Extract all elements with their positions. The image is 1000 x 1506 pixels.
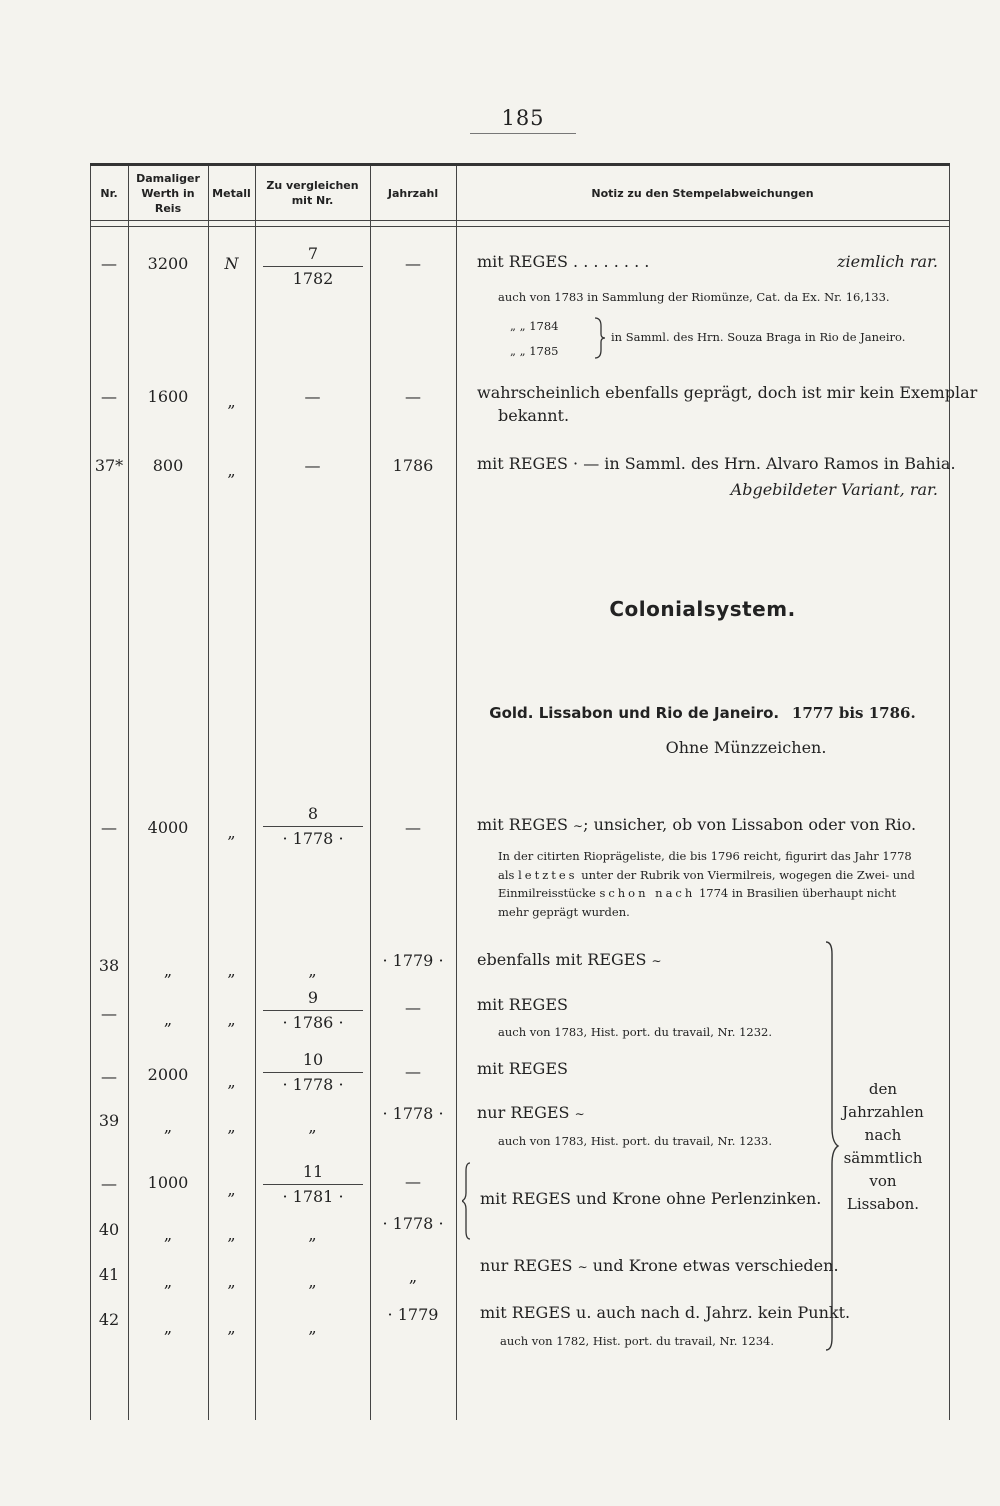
brace-line: den	[868, 1080, 898, 1098]
cell-jahr: —	[405, 1172, 421, 1191]
fraction-bottom: · 1778 ·	[282, 1075, 344, 1094]
cell-vergleich: „	[308, 1117, 317, 1136]
header-rule	[90, 226, 950, 227]
cell-metall: „	[227, 1318, 236, 1337]
brace-line: Jahrzahlen	[842, 1103, 924, 1121]
cell-jahr: · 1779	[387, 1305, 439, 1324]
cell-jahr: 1786	[392, 456, 434, 475]
note-text: mit REGES . . . . . . . .	[477, 252, 650, 271]
section-title: Colonialsystem.	[609, 597, 796, 621]
cell-nr: 38	[98, 956, 120, 975]
note-small: In der citirten Rioprägeliste, die bis 1796 reicht, figurirt das Jahr 1778	[498, 849, 912, 863]
cell-wert: „	[163, 1318, 173, 1337]
cell-nr: —	[101, 1004, 117, 1023]
cell-vergleich-fraction	[263, 987, 363, 1034]
fraction-bottom: · 1786 ·	[282, 1013, 344, 1032]
brace-line: nach	[864, 1126, 902, 1144]
cell-nr: 41	[98, 1265, 120, 1284]
cell-nr: —	[101, 254, 117, 273]
note-text: mit REGES ∼; unsicher, ob von Lissabon oder von Rio.	[477, 815, 917, 834]
curly-brace-large	[822, 940, 842, 1352]
header-nr: Nr.	[100, 186, 118, 200]
cell-vergleich: „	[308, 1318, 317, 1337]
cell-nr: —	[101, 818, 117, 837]
cell-nr: 40	[98, 1220, 120, 1239]
header-rule	[90, 220, 950, 221]
cell-vergleich: —	[304, 387, 321, 406]
cell-vergleich: „	[308, 1225, 317, 1244]
cell-jahr: „	[408, 1267, 418, 1286]
tilde-mark: ∼	[651, 954, 662, 968]
cell-nr: 37*	[94, 456, 124, 475]
column-divider	[949, 166, 950, 1420]
cell-wert: 800	[152, 456, 184, 475]
page-number: 185	[501, 106, 545, 130]
cell-nr: 39	[98, 1111, 120, 1130]
cell-wert: 1600	[147, 387, 189, 406]
brace-line: von	[869, 1172, 897, 1190]
fraction-top: 8	[307, 804, 319, 823]
note-small: auch von 1783, Hist. port. du travail, Nr. 1232.	[498, 1025, 773, 1039]
cell-wert: „	[163, 1117, 173, 1136]
cell-wert: 2000	[147, 1065, 189, 1084]
cell-jahr: · 1778 ·	[382, 1104, 444, 1123]
note-text: mit REGES und Krone ohne Perlenzinken.	[480, 1189, 822, 1208]
column-divider	[456, 166, 457, 1420]
section-subtitle	[456, 704, 949, 722]
cell-metall: „	[227, 823, 236, 842]
cell-wert: „	[163, 1010, 173, 1029]
cell-wert: „	[163, 1225, 173, 1244]
cell-vergleich-fraction	[263, 1161, 363, 1208]
cell-metall: „	[227, 1010, 236, 1029]
fraction-top: 10	[302, 1050, 324, 1069]
note-text: mit REGES	[477, 995, 568, 1014]
curly-brace	[593, 316, 607, 360]
brace-line: sämmtlich	[843, 1149, 923, 1167]
tilde-mark: ∼	[577, 1260, 588, 1274]
note-small-ditto: „ „ 1784	[510, 319, 559, 333]
note-text: mit REGES u. auch nach d. Jahrz. kein Punkt.	[480, 1303, 851, 1322]
cell-jahr: —	[405, 387, 421, 406]
cell-metall: „	[227, 1180, 236, 1199]
cell-wert: „	[163, 1272, 173, 1291]
header-wert: Damaliger Werth in Reis	[136, 171, 200, 215]
note-variant: Abgebildeter Variant, rar.	[730, 480, 938, 499]
fraction-bottom: · 1781 ·	[282, 1187, 344, 1206]
cell-jahr: —	[405, 998, 421, 1017]
cell-nr: —	[101, 1067, 117, 1086]
note-small-ditto: „ „ 1785	[510, 344, 559, 358]
cell-jahr: · 1779 ·	[382, 951, 444, 970]
section-subtitle-2: Ohne Münzzeichen.	[665, 738, 827, 757]
tilde-mark: ∼	[574, 1107, 585, 1121]
cell-vergleich: „	[308, 961, 317, 980]
cell-jahr: —	[405, 1062, 421, 1081]
fraction-top: 7	[307, 244, 319, 263]
note-small: mehr geprägt wurden.	[498, 905, 630, 919]
note-text: bekannt.	[498, 406, 570, 425]
fraction-top: 11	[302, 1162, 324, 1181]
note-text: mit REGES · — in Samml. des Hrn. Alvaro Ramos in Bahia.	[477, 454, 956, 473]
tilde-mark: ∼	[573, 819, 584, 833]
cell-jahr: —	[405, 818, 421, 837]
cell-nr: —	[101, 387, 117, 406]
header-vergleich: Zu vergleichen mit Nr.	[266, 179, 359, 207]
cell-metall: „	[227, 392, 236, 411]
page-number-rule	[470, 133, 576, 134]
note-small: auch von 1783 in Sammlung der Riomünze, Cat. da Ex. Nr. 16,133.	[498, 290, 890, 304]
note-small: auch von 1782, Hist. port. du travail, Nr. 1234.	[500, 1334, 775, 1348]
cell-metall: „	[227, 1117, 236, 1136]
note-small: auch von 1783, Hist. port. du travail, Nr. 1233.	[498, 1134, 773, 1148]
curly-brace	[462, 1161, 476, 1241]
header-notiz: Notiz zu den Stempelabweichungen	[591, 186, 814, 200]
cell-metall: „	[227, 1225, 236, 1244]
cell-jahr: —	[405, 254, 421, 273]
cell-vergleich: —	[304, 456, 321, 475]
cell-metall: „	[227, 1272, 236, 1291]
cell-vergleich-fraction	[263, 1049, 363, 1096]
cell-vergleich-fraction	[263, 243, 363, 290]
cell-vergleich-fraction	[263, 803, 363, 850]
subtitle-place: Gold. Lissabon und Rio de Janeiro.	[489, 704, 780, 722]
cell-nr: 42	[98, 1310, 120, 1329]
note-small: Einmilreisstücke schon nach 1774 in Brasilien überhaupt nicht	[498, 886, 897, 900]
note-text: nur REGES ∼ und Krone etwas verschieden.	[480, 1256, 839, 1275]
note-text: nur REGES ∼	[477, 1103, 585, 1122]
cell-wert: 1000	[147, 1173, 189, 1192]
brace-annotation	[842, 1078, 924, 1216]
subtitle-years: 1777 bis 1786.	[791, 704, 916, 722]
fraction-bottom: 1782	[292, 269, 334, 288]
note-text: ebenfalls mit REGES ∼	[477, 950, 662, 969]
cell-metall: „	[227, 461, 236, 480]
note-small: in Samml. des Hrn. Souza Braga in Rio de Janeiro.	[611, 330, 906, 344]
cell-metall: „	[227, 961, 236, 980]
cell-metall: „	[227, 1072, 236, 1091]
note-text: wahrscheinlich ebenfalls geprägt, doch ist mir kein Exemplar	[477, 383, 978, 402]
brace-line: Lissabon.	[846, 1195, 920, 1213]
header-metall: Metall	[212, 186, 251, 200]
note-rarity: ziemlich rar.	[837, 252, 938, 271]
note-small: als letztes unter der Rubrik von Viermilreis, wogegen die Zwei- und	[498, 868, 915, 882]
cell-vergleich: „	[308, 1272, 317, 1291]
note-text: mit REGES	[477, 1059, 568, 1078]
cell-wert: 4000	[147, 818, 189, 837]
fraction-bottom: · 1778 ·	[282, 829, 344, 848]
cell-wert: 3200	[147, 254, 189, 273]
cell-nr: —	[101, 1174, 117, 1193]
header-jahrzahl: Jahrzahl	[387, 186, 439, 200]
cell-jahr: · 1778 ·	[382, 1214, 444, 1233]
cell-wert: „	[163, 961, 173, 980]
fraction-top: 9	[307, 988, 319, 1007]
cell-metall: N	[224, 254, 239, 273]
